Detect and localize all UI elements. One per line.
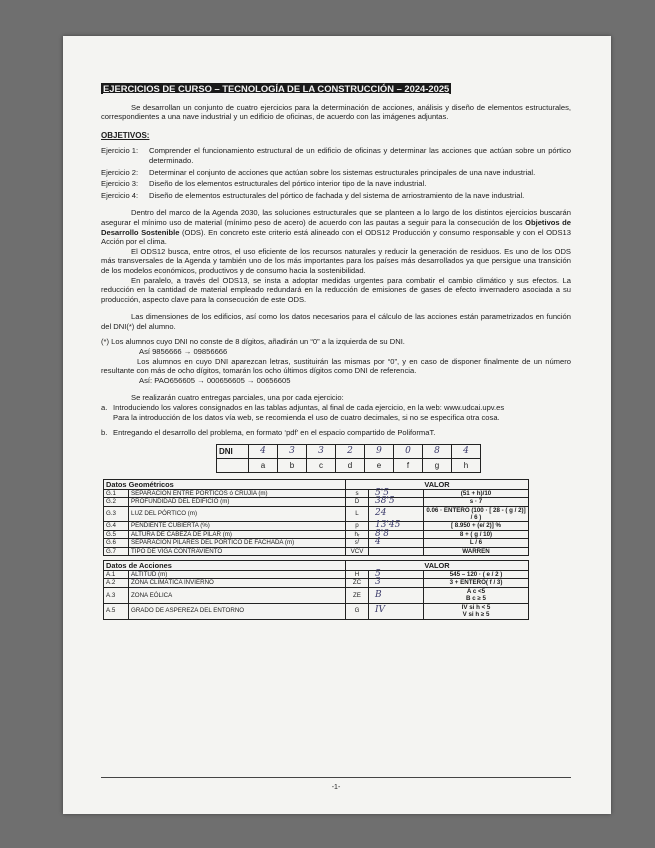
agenda-paragraph: Dentro del marco de la Agenda 2030, las soluciones estructurales que se planteen a lo largo de los distintos ejercicios buscarán asegurar el mínimo uso de material (mínimo peso de acero) de acuerdo con las pautas a seguir para la consecución de los Objetivos de Desarrollo Sostenible (ODS). En concreto este criterio está alineado con el ODS12 Producción y consumo responsable y con el ODS13 Acción por el clima. xyxy=(101,208,571,247)
dni-label: DNI xyxy=(217,444,249,458)
table-header-row xyxy=(104,479,529,489)
geometric-data-table xyxy=(103,479,529,556)
delivery-item-a: a. Introduciendo los valores consignados en las tablas adjuntas, al final de cada ejercicio, en la web: www.udcai.upv.es Para la introducción de los datos vía web, se recomienda el uso de cuatro decimales, si no se especifica otra cosa. xyxy=(101,403,505,422)
exercise-text: Determinar el conjunto de acciones que actúan sobre los sistemas estructurales principales de una nave industrial. xyxy=(149,167,536,177)
dni-table xyxy=(216,444,481,473)
value-heading: VALOR xyxy=(346,479,529,489)
exercise-label: Ejercicio 1: xyxy=(101,146,139,156)
dni-digit: 8 xyxy=(423,444,452,458)
actions-data-table xyxy=(103,560,529,619)
exercise-label: Ejercicio 3: xyxy=(101,179,139,189)
dni-example: Así: PAO656605 → 000656605 → 00656605 xyxy=(139,375,291,385)
table-row: A.5 GRADO DE ASPEREZA DEL ENTORNO G IV IV si h < 5 V si h ≥ 5 xyxy=(104,603,529,619)
ods12-paragraph: El ODS12 busca, entre otros, el uso eficiente de los recursos naturales y reducir la generación de residuos. Es uno de los ODS más transversales de la Agenda y también uno de los más importantes para los países más desarrollados ya que persigue una transición de los modelos económicos, productivos y de consumo hacia la sostenibilidad. xyxy=(101,246,571,275)
actions-heading: Datos de Acciones xyxy=(104,561,346,571)
table-header-row xyxy=(104,561,529,571)
exercise-label: Ejercicio 4: xyxy=(101,190,139,200)
dni-letter: d xyxy=(336,458,365,472)
deliveries-intro: Se realizarán cuatro entregas parciales, una por cada ejercicio: xyxy=(131,393,344,403)
dni-note: Los alumnos en cuyo DNI aparezcan letras, sustituirán las mismas por “0”, y en caso de disponer finalmente de un número resultante con más de ocho dígitos, tomarán los ocho últimos dígitos como DNI de referencia. xyxy=(101,356,571,376)
value-heading: VALOR xyxy=(346,561,529,571)
dni-example: Así 9856666 → 09856666 xyxy=(139,347,228,357)
dni-letter: e xyxy=(365,458,394,472)
delivery-item-b: b. Entregando el desarrollo del problema, en formato ‘pdf’ en el espacio compartido de PoliformaT. xyxy=(101,428,436,438)
document-page xyxy=(63,36,611,814)
exercise-text: Diseño de elementos estructurales del pórtico de fachada y del sistema de arriostramiento de la nave industrial. xyxy=(149,190,525,200)
dni-digit: 4 xyxy=(452,444,481,458)
dni-digit: 3 xyxy=(278,444,307,458)
dni-digit: 0 xyxy=(394,444,423,458)
intro-paragraph: Se desarrollan un conjunto de cuatro ejercicios para la determinación de acciones, análisis y diseño de elementos estructurales, correspondientes a una nave industrial y un edificio de oficinas, de acuerdo con las imágenes adjuntas. xyxy=(101,102,571,122)
dni-digit: 9 xyxy=(365,444,394,458)
geometric-heading: Datos Geométricos xyxy=(104,479,346,489)
dni-digit: 3 xyxy=(307,444,336,458)
exercise-item xyxy=(101,146,571,165)
dni-notes xyxy=(101,337,571,385)
table-row: G.5 ALTURA DE CABEZA DE PILAR (m) hᵣ 8'8 8 + ( g / 10) xyxy=(104,530,529,538)
footer-divider xyxy=(101,777,571,778)
exercise-text: Diseño de los elementos estructurales del pórtico interior tipo de la nave industrial. xyxy=(149,179,427,189)
exercise-item xyxy=(101,191,571,201)
page-number: -1- xyxy=(331,784,341,791)
table-row: A.3 ZONA EÓLICA ZE B A c <5 B c ≥ 5 xyxy=(104,587,529,603)
dni-note: (*) Los alumnos cuyo DNI no conste de 8 dígitos, añadirán un “0” a la izquierda de su DNI. xyxy=(101,337,405,347)
dni-letters-row xyxy=(217,458,481,472)
objectives-heading: OBJETIVOS: xyxy=(101,130,150,140)
table-row: G.4 PENDIENTE CUBIERTA (%) p 13'45 [ 8.950 + (e/ 2)] % xyxy=(104,522,529,530)
ods-bold-text: Objetivos de Desarrollo Sostenible xyxy=(101,217,571,237)
document-title: EJERCICIOS DE CURSO – TECNOLOGÍA DE LA CONSTRUCCIÓN – 2024-2025 xyxy=(103,83,450,94)
table-row: G.3 LUZ DEL PÓRTICO (m) L 24 0.06 · ENTERO (100 · [ 28 - ( g / 2)] / 6 ) xyxy=(104,506,529,522)
dni-letter: b xyxy=(278,458,307,472)
exercise-item xyxy=(101,168,571,178)
dni-digit: 4 xyxy=(249,444,278,458)
dni-letter: a xyxy=(249,458,278,472)
dni-letter: h xyxy=(452,458,481,472)
page-content xyxy=(101,83,571,791)
ods13-paragraph: En paralelo, a través del ODS13, se insta a adoptar medidas urgentes para combatir el cambio climático y sus efectos. La reducción en la cantidad de material empleado redundará en la reducción de emisiones de gases de efecto invernadero asociada a su producción, aspecto clave para la consecución de este ODS. xyxy=(101,275,571,304)
table-row: G.7 TIPO DE VIGA CONTRAVIENTO VCV WARREN xyxy=(104,547,529,555)
dni-letter: c xyxy=(307,458,336,472)
dni-digits-row xyxy=(217,444,481,458)
dni-digit: 2 xyxy=(336,444,365,458)
table-row: A.1 ALTITUD (m) H 5 545 – 120 · ( e / 2 ) xyxy=(104,571,529,579)
exercise-item xyxy=(101,179,571,189)
exercise-list xyxy=(101,146,571,200)
table-row: A.2 ZONA CLIMÁTICA INVIERNO ZC 3 3 + ENTERO( f / 3) xyxy=(104,579,529,587)
table-row: G.2 PROFUNDIDAD DEL EDIFICIO (m) D 38'5 s · 7 xyxy=(104,498,529,506)
dimensions-paragraph: Las dimensiones de los edificios, así como los datos necesarios para el cálculo de las acciones están parametrizados en función del DNI(*) del alumno. xyxy=(101,312,571,331)
dni-letter: g xyxy=(423,458,452,472)
table-row: G.6 SEPARACIÓN PILARES DEL PÓRTICO DE FACHADA (m) sᶠ 4 L / 6 xyxy=(104,539,529,547)
table-row: G.1 SEPARACIÓN ENTRE PÓRTICOS ó CRUJÍA (m) s 5'5 (51 + h)/10 xyxy=(104,489,529,497)
exercise-text: Comprender el funcionamiento estructural de un edificio de oficinas y determinar las acciones que actúan sobre un pórtico determinado. xyxy=(149,146,571,165)
dni-letter: f xyxy=(394,458,423,472)
exercise-label: Ejercicio 2: xyxy=(101,167,139,177)
